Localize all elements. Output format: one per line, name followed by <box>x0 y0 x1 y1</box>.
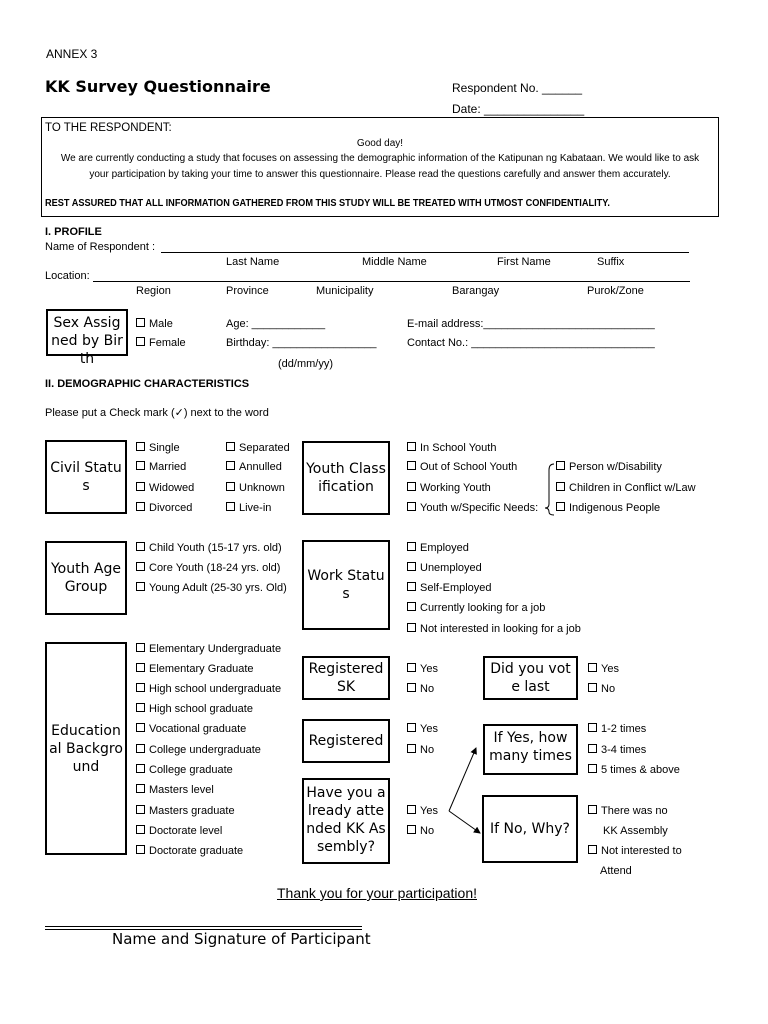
checkbox-icon <box>407 482 416 491</box>
respondent-no-field[interactable]: Respondent No. ______ <box>452 81 583 95</box>
why-not-interested[interactable]: Not interested to <box>588 845 682 857</box>
checkbox-icon <box>588 723 597 732</box>
checkbox-icon <box>588 663 597 672</box>
checkbox-icon <box>407 562 416 571</box>
checkbox-icon <box>136 542 145 551</box>
age-group-young-adult[interactable]: Young Adult (25-30 yrs. Old) <box>136 582 287 594</box>
checkbox-icon <box>407 683 416 692</box>
work-self-employed[interactable]: Self-Employed <box>407 582 492 594</box>
specific-need-ip[interactable]: Indigenous People <box>556 502 660 514</box>
civil-option-annulled[interactable]: Annulled <box>226 461 282 473</box>
checkbox-icon <box>136 562 145 571</box>
intro-box <box>41 117 719 217</box>
checkbox-icon <box>407 602 416 611</box>
checkbox-icon <box>136 663 145 672</box>
specific-need-cicl[interactable]: Children in Conflict w/Law <box>556 482 696 494</box>
why-no-assembly-cont: KK Assembly <box>603 825 668 837</box>
checkbox-icon <box>407 582 416 591</box>
location-label: Location: <box>45 270 90 282</box>
checkbox-icon <box>407 461 416 470</box>
edu-option[interactable]: Masters level <box>136 784 214 796</box>
checkbox-icon <box>136 442 145 451</box>
civil-option-divorced[interactable]: Divorced <box>136 502 192 514</box>
brace-icon <box>544 460 556 516</box>
attended-assembly-box: Have you already attended KK Assembly? <box>302 778 390 864</box>
checkbox-icon <box>226 442 235 451</box>
checkbox-icon <box>407 442 416 451</box>
checkbox-icon <box>136 723 145 732</box>
checkbox-icon <box>136 805 145 814</box>
intro-line-2: your participation by taking your time to answer this questionnaire. Please read the questions carefully and answer them accurately. <box>89 169 671 180</box>
attended-yes[interactable]: Yes <box>407 805 438 817</box>
civil-option-unknown[interactable]: Unknown <box>226 482 285 494</box>
specific-need-pwd[interactable]: Person w/Disability <box>556 461 662 473</box>
youth-class-out-of-school[interactable]: Out of School Youth <box>407 461 517 473</box>
checkbox-icon <box>136 582 145 591</box>
email-field[interactable]: E-mail address:____________________________ <box>407 318 655 330</box>
edu-option[interactable]: High school undergraduate <box>136 683 281 695</box>
confidentiality-note: REST ASSURED THAT ALL INFORMATION GATHERED FROM THIS STUDY WILL BE TREATED WITH UTMOST CONFIDENTIALITY. <box>45 198 610 209</box>
checkbox-icon <box>556 461 565 470</box>
why-not-box: If No, Why? <box>482 795 578 863</box>
times-5-above[interactable]: 5 times & above <box>588 764 680 776</box>
last-name-label: Last Name <box>226 256 280 268</box>
civil-option-separated[interactable]: Separated <box>226 442 290 454</box>
checkbox-icon <box>556 482 565 491</box>
checkbox-icon <box>407 663 416 672</box>
vote-last-yes[interactable]: Yes <box>588 663 619 675</box>
annex-label: ANNEX 3 <box>46 47 98 61</box>
youth-class-in-school[interactable]: In School Youth <box>407 442 496 454</box>
thank-you-note: Thank you for your participation! <box>277 885 477 901</box>
checkbox-icon <box>136 703 145 712</box>
intro-heading: TO THE RESPONDENT: <box>45 122 172 134</box>
middle-name-label: Middle Name <box>362 256 427 268</box>
purok-zone-label: Purok/Zone <box>587 285 644 297</box>
sex-box: Sex Assigned by Birth <box>46 309 128 356</box>
sex-option-female[interactable]: Female <box>136 337 186 349</box>
checkbox-icon <box>556 502 565 511</box>
checkbox-icon <box>407 623 416 632</box>
civil-status-box: Civil Status <box>45 440 127 514</box>
checkbox-icon <box>136 318 145 327</box>
registered-sk-no[interactable]: No <box>407 683 434 695</box>
edu-option[interactable]: Doctorate graduate <box>136 845 243 857</box>
civil-option-widowed[interactable]: Widowed <box>136 482 194 494</box>
checkbox-icon <box>588 683 597 692</box>
checkbox-icon <box>136 784 145 793</box>
edu-option[interactable]: College undergraduate <box>136 744 261 756</box>
signature-line-top <box>45 926 362 927</box>
registered-box: Registered <box>302 719 390 763</box>
checkbox-icon <box>136 683 145 692</box>
demographic-heading: II. DEMOGRAPHIC CHARACTERISTICS <box>45 378 250 390</box>
vote-last-no[interactable]: No <box>588 683 615 695</box>
civil-option-married[interactable]: Married <box>136 461 186 473</box>
times-1-2[interactable]: 1-2 times <box>588 723 646 735</box>
checkbox-icon <box>136 764 145 773</box>
edu-option[interactable]: Elementary Graduate <box>136 663 254 675</box>
barangay-label: Barangay <box>452 285 500 297</box>
times-3-4[interactable]: 3-4 times <box>588 744 646 756</box>
work-looking[interactable]: Currently looking for a job <box>407 602 545 614</box>
work-employed[interactable]: Employed <box>407 542 469 554</box>
checkbox-icon <box>136 482 145 491</box>
youth-class-specific-needs[interactable]: Youth w/Specific Needs: <box>407 502 538 514</box>
name-field[interactable] <box>161 252 689 253</box>
suffix-label: Suffix <box>597 256 625 268</box>
edu-option[interactable]: Masters graduate <box>136 805 235 817</box>
checkbox-icon <box>407 502 416 511</box>
attended-no[interactable]: No <box>407 825 434 837</box>
youth-age-group-box: Youth Age Group <box>45 541 127 615</box>
checkbox-icon <box>136 845 145 854</box>
education-box: Educational Background <box>45 642 127 855</box>
signature-label: Name and Signature of Participant <box>112 930 371 948</box>
checkbox-icon <box>136 643 145 652</box>
birthday-field[interactable]: Birthday: _________________ <box>226 337 377 349</box>
checkbox-icon <box>136 744 145 753</box>
location-field[interactable] <box>93 281 690 282</box>
checkbox-icon <box>407 723 416 732</box>
why-not-interested-cont: Attend <box>600 865 632 877</box>
youth-class-working[interactable]: Working Youth <box>407 482 491 494</box>
birthday-format: (dd/mm/yy) <box>278 358 333 370</box>
name-label: Name of Respondent : <box>45 241 156 253</box>
civil-option-single[interactable]: Single <box>136 442 180 454</box>
page-title: KK Survey Questionnaire <box>45 77 271 96</box>
checkbox-icon <box>588 845 597 854</box>
checkbox-icon <box>226 502 235 511</box>
registered-yes[interactable]: Yes <box>407 723 438 735</box>
work-not-interested[interactable]: Not interested in looking for a job <box>407 623 581 635</box>
checkbox-icon <box>588 805 597 814</box>
age-group-child[interactable]: Child Youth (15-17 yrs. old) <box>136 542 282 554</box>
first-name-label: First Name <box>497 256 551 268</box>
checkbox-icon <box>226 461 235 470</box>
profile-heading: I. PROFILE <box>45 226 102 238</box>
edu-option[interactable]: College graduate <box>136 764 233 776</box>
edu-option[interactable]: Doctorate level <box>136 825 222 837</box>
checkbox-icon <box>136 337 145 346</box>
edu-option[interactable]: Elementary Undergraduate <box>136 643 281 655</box>
civil-option-live-in[interactable]: Live-in <box>226 502 271 514</box>
checkbox-icon <box>136 502 145 511</box>
vote-last-box: Did you vote last <box>483 656 578 700</box>
age-group-core[interactable]: Core Youth (18-24 yrs. old) <box>136 562 280 574</box>
region-label: Region <box>136 285 171 297</box>
checkbox-icon <box>407 744 416 753</box>
sex-option-male[interactable]: Male <box>136 318 173 330</box>
municipality-label: Municipality <box>316 285 374 297</box>
how-many-times-box: If Yes, how many times <box>483 724 578 775</box>
edu-option[interactable]: High school graduate <box>136 703 253 715</box>
checkbox-icon <box>407 805 416 814</box>
checkbox-icon <box>407 825 416 834</box>
intro-line-1: We are currently conducting a study that focuses on assessing the demographic information of the Katipunan ng Kabataan. We would like to ask <box>60 153 700 164</box>
age-field[interactable]: Age: ____________ <box>226 318 326 330</box>
province-label: Province <box>226 285 269 297</box>
work-unemployed[interactable]: Unemployed <box>407 562 482 574</box>
arrow-icon <box>440 740 485 840</box>
work-status-box: Work Status <box>302 540 390 630</box>
checkbox-icon <box>588 764 597 773</box>
checkbox-icon <box>588 744 597 753</box>
date-field[interactable]: Date: _______________ <box>452 102 585 116</box>
checkbox-icon <box>226 482 235 491</box>
contact-field[interactable]: Contact No.: ______________________________ <box>407 337 655 349</box>
check-instruction: Please put a Check mark (✓) next to the word <box>45 407 269 419</box>
youth-classification-box: Youth Classification <box>302 441 390 515</box>
checkbox-icon <box>136 825 145 834</box>
edu-option[interactable]: Vocational graduate <box>136 723 246 735</box>
registered-sk-box: Registered SK <box>302 656 390 700</box>
checkbox-icon <box>136 461 145 470</box>
registered-sk-yes[interactable]: Yes <box>407 663 438 675</box>
intro-greeting: Good day! <box>356 138 404 149</box>
registered-no[interactable]: No <box>407 744 434 756</box>
checkbox-icon <box>407 542 416 551</box>
why-no-assembly[interactable]: There was no <box>588 805 668 817</box>
